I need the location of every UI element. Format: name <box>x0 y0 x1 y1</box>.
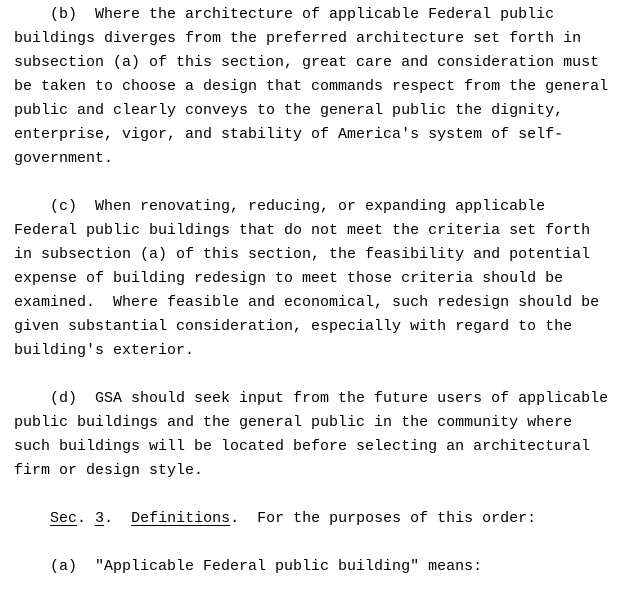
text-segment: given substantial consideration, especially with regard to the <box>14 318 573 335</box>
text-segment <box>14 510 50 527</box>
text-line <box>14 507 625 531</box>
text-line <box>14 75 625 99</box>
subsection-b <box>14 3 625 171</box>
text-line <box>14 411 625 435</box>
text-line <box>14 387 625 411</box>
text-line <box>14 435 625 459</box>
text-line <box>14 339 625 363</box>
text-segment: be taken to choose a design that commands respect from the general <box>14 78 609 95</box>
text-segment: (b) Where the architecture of applicable Federal public <box>14 6 555 23</box>
text-segment: enterprise, vigor, and stability of America's system of self- <box>14 126 564 143</box>
text-line <box>14 123 625 147</box>
text-segment: public and clearly conveys to the general public the dignity, <box>14 102 564 119</box>
text-line <box>14 459 625 483</box>
section-3-heading <box>14 507 625 531</box>
text-line <box>14 147 625 171</box>
text-line <box>14 195 625 219</box>
subsection-3a <box>14 555 625 579</box>
text-segment: . <box>104 510 132 527</box>
underlined-text: Sec <box>50 510 78 527</box>
text-segment: in subsection (a) of this section, the feasibility and potential <box>14 246 591 263</box>
text-segment: (a) "Applicable Federal public building" means: <box>14 558 483 575</box>
underlined-text: Definitions <box>131 510 231 527</box>
text-line <box>14 51 625 75</box>
document-body <box>14 3 625 579</box>
text-segment: public buildings and the general public in the community where <box>14 414 573 431</box>
text-line <box>14 291 625 315</box>
text-segment: examined. Where feasible and economical, such redesign should be <box>14 294 600 311</box>
underlined-text: 3 <box>95 510 105 527</box>
text-line <box>14 315 625 339</box>
subsection-c <box>14 195 625 363</box>
text-segment: Federal public buildings that do not meet the criteria set forth <box>14 222 591 239</box>
text-segment: expense of building redesign to meet those criteria should be <box>14 270 564 287</box>
text-line <box>14 243 625 267</box>
text-segment: such buildings will be located before selecting an architectural <box>14 438 591 455</box>
text-segment: . For the purposes of this order: <box>230 510 537 527</box>
text-line <box>14 99 625 123</box>
text-line <box>14 219 625 243</box>
text-segment: subsection (a) of this section, great care and consideration must <box>14 54 600 71</box>
text-segment: building's exterior. <box>14 342 195 359</box>
text-line <box>14 27 625 51</box>
text-segment: . <box>77 510 96 527</box>
text-line <box>14 555 625 579</box>
text-segment: government. <box>14 150 114 167</box>
text-line <box>14 3 625 27</box>
text-segment: firm or design style. <box>14 462 204 479</box>
text-segment: (c) When renovating, reducing, or expanding applicable <box>14 198 546 215</box>
text-segment: (d) GSA should seek input from the future users of applicable <box>14 390 609 407</box>
text-line <box>14 267 625 291</box>
subsection-d <box>14 387 625 483</box>
text-segment: buildings diverges from the preferred architecture set forth in <box>14 30 582 47</box>
